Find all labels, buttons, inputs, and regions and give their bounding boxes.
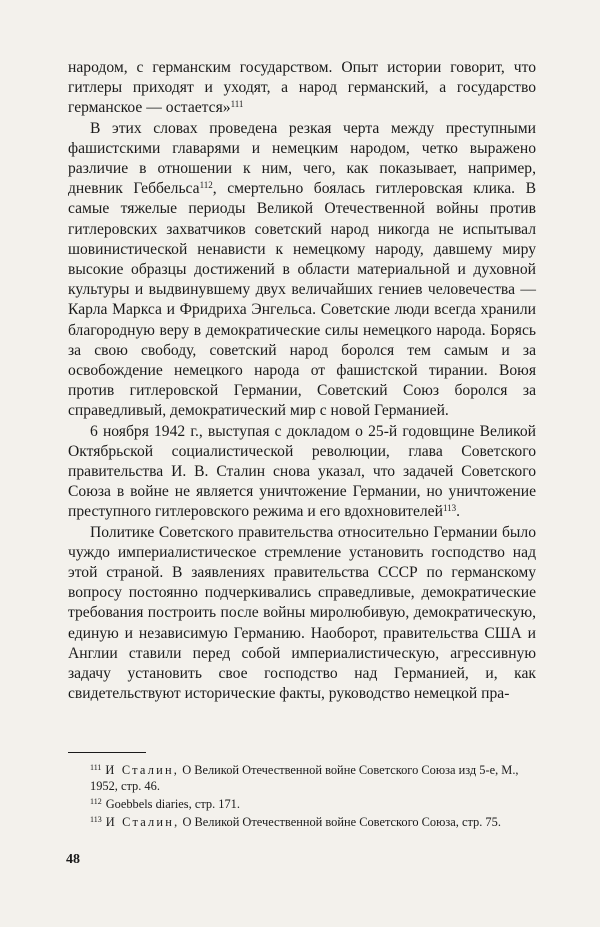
main-text [68,58,536,705]
paragraph-3-text: 6 ноября 1942 г., выступая с докладом о 25-й годовщине Великой Октябрьской социалистической революции, глава Советского правительства И. В. Сталин снова указал, что задачей Советского Союза в войне не является уничтожение Германии, но уничтожение преступного гитлеровского режима и его вдохновителей [68,422,536,521]
footnote-113 [68,812,536,830]
footnote-ref-113[interactable]: 113 [442,503,457,514]
footnotes [68,760,536,830]
footnote-number: 112 [90,797,102,806]
paragraph-2-text-after: , смертельно боялась гитлеровская клика. В самые тяжелые периоды Великой Отечественной войны против гитлеровских захватчиков советский народ никогда не испытывал шовинистической ненависти к немецкому народу, давшему миру высокие образцы достижений в области материальной и духовной культуры и выдвинувшему двух величайших гениев человечества — Карла Маркса и Фридриха Энгельса. Советские люди всегда хранили благородную веру в демократические силы немецкого народа. Борясь за свою свободу, советский народ боролся тем самым и за освобождение немецкого народа от фашистской тирании. Воюя против гитлеровской Германии, Советский Союз боролся за справедливый, демократический мир с новой Германией. [68,180,536,420]
paragraph-3 [68,422,536,523]
paragraph-4-text: Политике Советского правительства относительно Германии было чуждо империалистическое стремление установить господство над этой страной. В заявлениях правительства СССР по германскому вопросу постоянно подчеркивались справедливые, демократические требования построить после войны миролюбивую, демократическую, единую и независимую Германию. Наоборот, правительства США и Англии ставили перед собой империалистическую, агрессивную задачу установить свое господство над Германией, и, как свидетельствуют исторические факты, руководство немецкой пра- [68,523,536,703]
footnote-ref-112[interactable]: 112 [199,180,213,191]
footnote-divider [68,752,146,753]
footnote-112 [68,794,536,812]
footnote-text: Goebbels diaries, стр. 171. [105,797,240,811]
footnote-author: И Сталин, [105,815,180,829]
footnote-text: О Великой Отечественной войне Советского Союза изд 5-е, М., 1952, стр. 46. [90,763,519,793]
paragraph-4 [68,523,536,705]
footnote-number: 113 [90,815,102,824]
paragraph-3-text-after: . [456,503,461,521]
page-number: 48 [66,852,80,867]
footnote-111 [68,760,536,794]
footnote-author: И Сталин, [105,763,180,777]
paragraph-1 [68,58,536,119]
footnote-text: О Великой Отечественной войне Советского Союза, стр. 75. [182,815,501,829]
footnote-number: 111 [90,763,102,772]
footnote-ref-111[interactable]: 111 [230,99,244,110]
paragraph-2 [68,119,536,422]
paragraph-1-text: народом, с германским государством. Опыт истории говорит, что гитлеры приходят и уходят, а народ германский, а государство германское — остается» [68,59,536,117]
paragraph-2-text: В этих словах проведена резкая черта между преступными фашистскими главарями и немецким народом, четко выражено различие в отношении к ним, чего, как показывает, например, дневник Геббельса [68,119,536,198]
